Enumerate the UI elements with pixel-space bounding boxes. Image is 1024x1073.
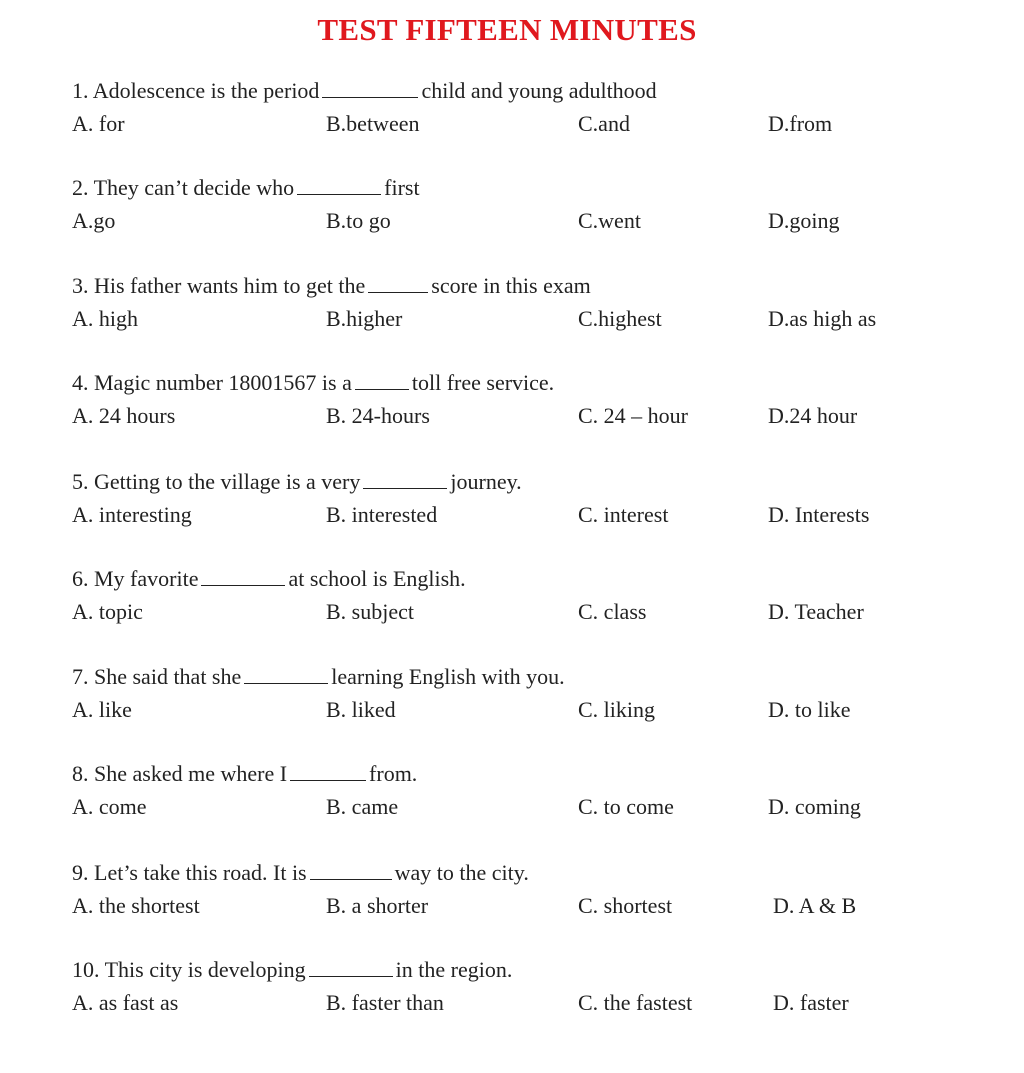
option-d: D. faster xyxy=(773,990,849,1015)
answer-blank xyxy=(244,667,328,684)
answer-blank xyxy=(297,178,381,195)
question-stem: 2. They can’t decide who xyxy=(72,175,295,200)
question-3 xyxy=(72,273,972,343)
option-b: B. subject xyxy=(326,599,414,624)
answer-blank xyxy=(310,863,392,880)
question-stem-end: from. xyxy=(369,761,418,786)
question-9 xyxy=(72,860,972,930)
question-text xyxy=(72,957,512,983)
option-a: A. 24 hours xyxy=(72,403,176,428)
option-c: C. liking xyxy=(578,697,656,722)
question-stem: 10. This city is developing xyxy=(72,957,306,982)
option-c: C. 24 – hour xyxy=(578,403,688,428)
question-stem: 3. His father wants him to get the xyxy=(72,273,366,298)
question-6 xyxy=(72,566,972,636)
option-b: B.between xyxy=(326,111,420,136)
option-b: B. a shorter xyxy=(326,893,429,918)
answer-blank xyxy=(363,472,447,489)
question-stem-end: learning English with you. xyxy=(331,664,565,689)
option-c: C.went xyxy=(578,208,641,233)
answer-blank xyxy=(290,764,366,781)
option-a: A. topic xyxy=(72,599,143,624)
question-stem-end: first xyxy=(384,175,420,200)
option-a: A. interesting xyxy=(72,502,192,527)
answer-blank xyxy=(201,569,285,586)
option-b: B. 24-hours xyxy=(326,403,430,428)
question-2 xyxy=(72,175,972,245)
question-text xyxy=(72,860,529,886)
question-text xyxy=(72,273,591,299)
page-title: TEST FIFTEEN MINUTES xyxy=(317,12,697,47)
answer-blank xyxy=(322,81,418,98)
option-c: C. the fastest xyxy=(578,990,693,1015)
option-a: A. come xyxy=(72,794,147,819)
answer-blank xyxy=(355,373,409,390)
question-text xyxy=(72,566,466,592)
option-d: D.going xyxy=(768,208,840,233)
question-text xyxy=(72,370,554,396)
question-text xyxy=(72,175,420,201)
question-text xyxy=(72,78,657,104)
option-c: C.and xyxy=(578,111,630,136)
option-a: A. for xyxy=(72,111,125,136)
option-a: A. as fast as xyxy=(72,990,179,1015)
question-1 xyxy=(72,78,972,148)
option-d: D.as high as xyxy=(768,306,877,331)
option-c: C.highest xyxy=(578,306,662,331)
option-b: B. liked xyxy=(326,697,396,722)
option-d: D.24 hour xyxy=(768,403,858,428)
question-stem-end: journey. xyxy=(450,469,522,494)
question-stem: 8. She asked me where I xyxy=(72,761,288,786)
question-stem: 9. Let’s take this road. It is xyxy=(72,860,307,885)
option-b: B. interested xyxy=(326,502,438,527)
question-stem: 1. Adolescence is the period xyxy=(72,78,320,103)
option-b: B.to go xyxy=(326,208,391,233)
option-c: C. interest xyxy=(578,502,669,527)
question-10 xyxy=(72,957,972,1027)
question-8 xyxy=(72,761,972,831)
option-c: C. to come xyxy=(578,794,674,819)
question-stem: 5. Getting to the village is a very xyxy=(72,469,361,494)
question-text xyxy=(72,664,565,690)
option-a: A. like xyxy=(72,697,132,722)
option-c: C. class xyxy=(578,599,647,624)
option-a: A.go xyxy=(72,208,116,233)
answer-blank xyxy=(309,960,393,977)
option-d: D. to like xyxy=(768,697,851,722)
option-d: D. coming xyxy=(768,794,861,819)
question-stem: 7. She said that she xyxy=(72,664,242,689)
question-7 xyxy=(72,664,972,734)
question-stem-end: in the region. xyxy=(395,957,513,982)
question-text xyxy=(72,469,522,495)
question-stem-end: toll free service. xyxy=(411,370,555,395)
question-text xyxy=(72,761,417,787)
option-d: D.from xyxy=(768,111,833,136)
option-b: B. faster than xyxy=(326,990,444,1015)
question-5 xyxy=(72,469,972,539)
option-a: A. high xyxy=(72,306,138,331)
question-4 xyxy=(72,370,972,440)
option-d: D. Teacher xyxy=(768,599,864,624)
question-stem-end: way to the city. xyxy=(394,860,529,885)
option-a: A. the shortest xyxy=(72,893,200,918)
option-b: B. came xyxy=(326,794,399,819)
option-c: C. shortest xyxy=(578,893,673,918)
option-d: D. A & B xyxy=(773,893,857,918)
answer-blank xyxy=(368,276,428,293)
option-b: B.higher xyxy=(326,306,403,331)
question-stem-end: child and young adulthood xyxy=(421,78,657,103)
question-stem-end: at school is English. xyxy=(288,566,466,591)
question-stem: 6. My favorite xyxy=(72,566,199,591)
question-stem-end: score in this exam xyxy=(431,273,591,298)
option-d: D. Interests xyxy=(768,502,870,527)
question-stem: 4. Magic number 18001567 is a xyxy=(72,370,352,395)
